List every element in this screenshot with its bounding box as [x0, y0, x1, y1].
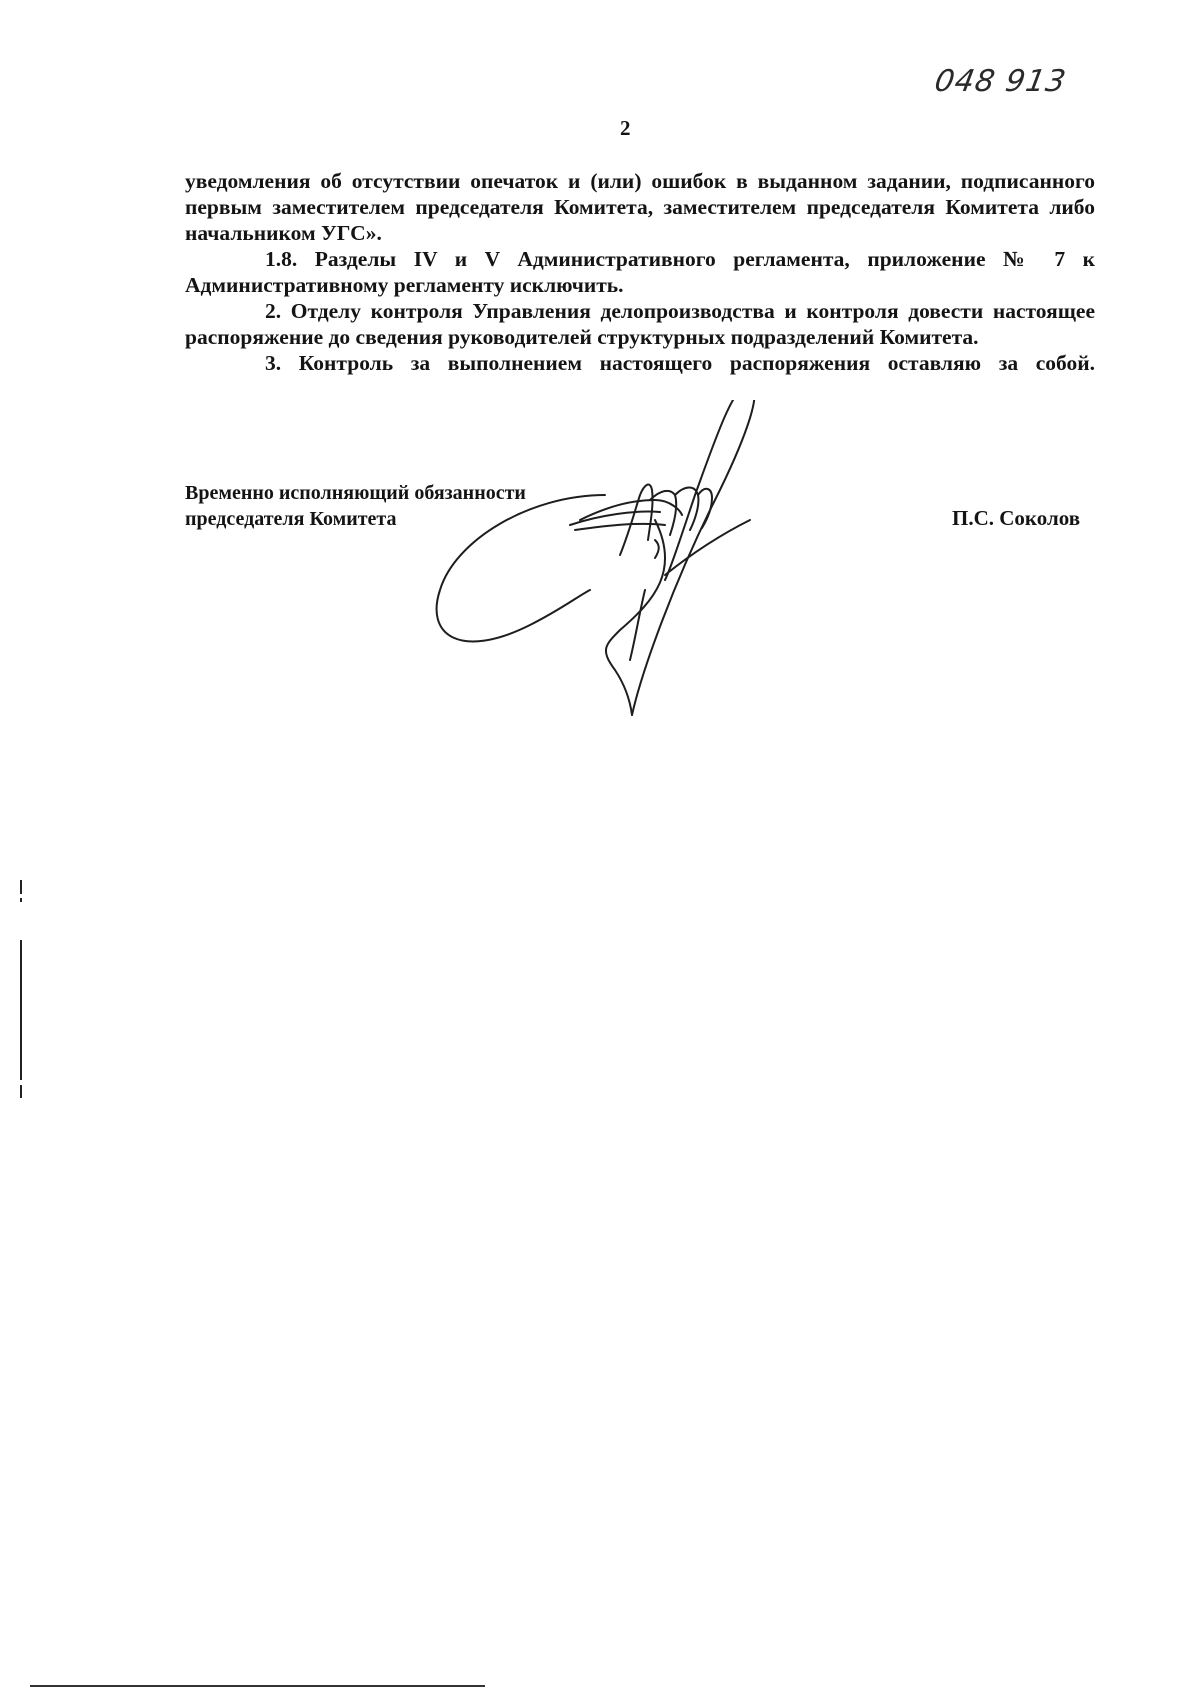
- signatory-name: П.С. Соколов: [952, 506, 1081, 530]
- signatory-title-line-2: председателя Комитета: [185, 508, 397, 530]
- bottom-rule: [30, 1685, 485, 1687]
- margin-scan-marks: [18, 880, 24, 1100]
- paragraph-1-8: 1.8. Разделы IV и V Административного регламента, приложение № 7 к Административному регламенту исключить.: [185, 247, 1095, 297]
- paragraph-3: 3. Контроль за выполнением настоящего распоряжения оставляю за собой.: [265, 351, 1095, 375]
- registration-number: 048 913: [931, 64, 1070, 99]
- page-number: 2: [620, 116, 631, 140]
- paragraph-2: 2. Отделу контроля Управления делопроизводства и контроля довести настоящее распоряжение до сведения руководителей структурных подразделений Комитета.: [185, 299, 1095, 349]
- handwritten-signature: [420, 400, 850, 720]
- document-body: [185, 168, 1095, 376]
- paragraph-continuation: уведомления об отсутствии опечаток и (или) ошибок в выданном задании, подписанного первым заместителем председателя Комитета, заместителем председателя Комитета либо начальником УГС».: [185, 169, 1095, 245]
- signatory-title-line-1: Временно исполняющий обязанности: [185, 482, 526, 504]
